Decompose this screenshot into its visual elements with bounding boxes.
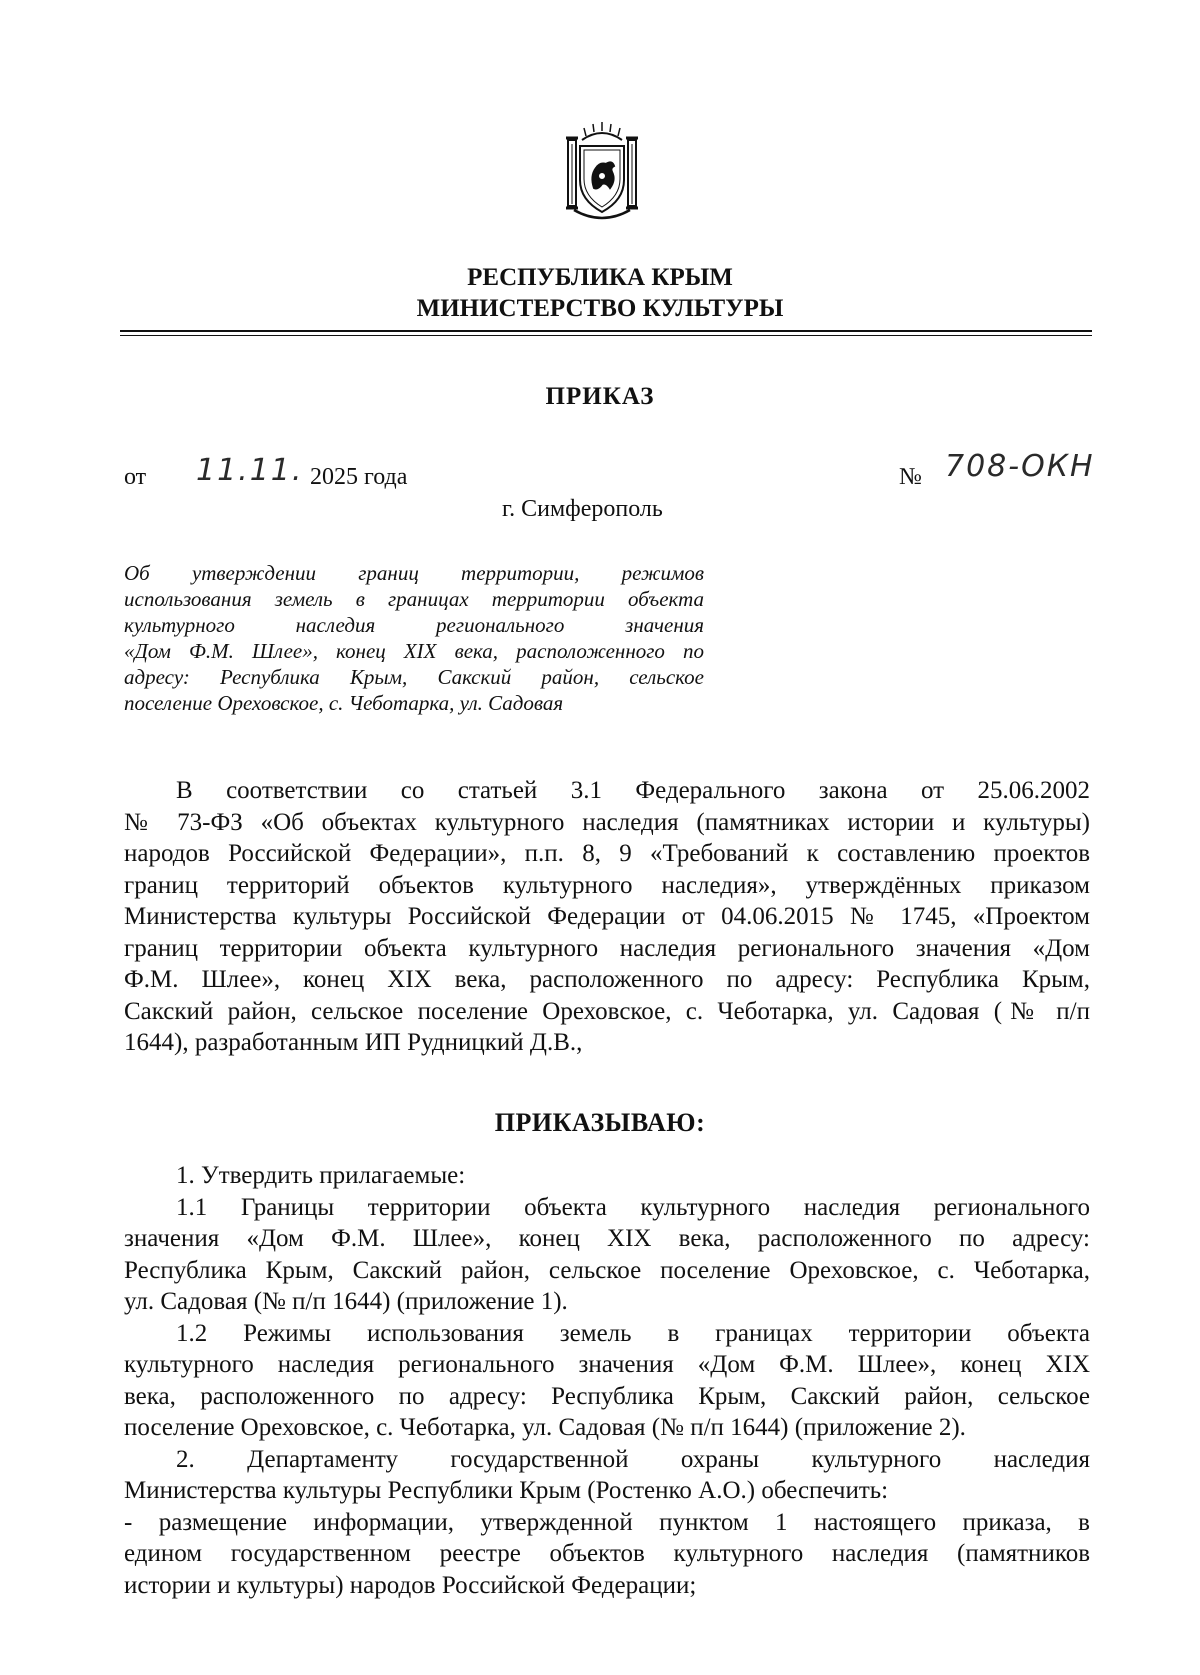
item-1-1-line: ул. Садовая (№ п/п 1644) (приложение 1). (124, 1288, 568, 1315)
handwritten-order-number: 708-ОКН (945, 449, 1095, 484)
item-1-1-line: значения «Дом Ф.М. Шлее», конец XIX века, расположенного по адресу: (124, 1225, 1090, 1252)
crimea-coat-of-arms-emblem (552, 118, 652, 228)
date-from-label: от (124, 464, 147, 490)
preamble-line: Министерства культуры Российской Федерации от 04.06.2015 № 1745, «Проектом (124, 903, 1090, 930)
header-ministry: МИНИСТЕРСТВО КУЛЬТУРЫ (416, 295, 784, 322)
header-rule-thin (120, 335, 1092, 336)
preamble-line: народов Российской Федерации», п.п. 8, 9 «Требований к составлению проектов (124, 840, 1090, 867)
header-republic: РЕСПУБЛИКА КРЫМ (467, 264, 733, 291)
order-items (124, 1160, 1090, 1601)
item-1-2-line: 1.2 Режимы использования земель в границах территории объекта (176, 1319, 1090, 1347)
preamble-line: границ территории объекта культурного наследия регионального значения «Дом (124, 934, 1090, 962)
preamble-line: № 73-ФЗ «Об объектах культурного наследия (памятниках истории и культуры) (124, 808, 1090, 836)
preamble-line: границ территорий объектов культурного наследия», утверждённых приказом (124, 871, 1090, 899)
subject-line: использования земель в границах территории объекта (124, 587, 704, 611)
preamble-line: В соответствии со статьей 3.1 Федерального закона от 25.06.2002 (176, 777, 1090, 804)
item-2-bullet-line: истории и культуры) народов Российской Федерации; (124, 1571, 697, 1599)
date-year: 2025 года (310, 464, 408, 490)
order-heading: ПРИКАЗЫВАЮ: (494, 1108, 706, 1137)
subject-line: поселение Ореховское, с. Чеботарка, ул. Садовая (124, 691, 564, 715)
item-1-1-line: 1.1 Границы территории объекта культурного наследия регионального (176, 1193, 1090, 1221)
subject-line: адресу: Республика Крым, Сакский район, сельское (124, 665, 704, 689)
item-2-bullet-line: едином государственном реестре объектов культурного наследия (памятников (124, 1540, 1090, 1567)
item-2-bullet-line: - размещение информации, утвержденной пунктом 1 настоящего приказа, в (124, 1508, 1090, 1536)
number-label: № (899, 464, 922, 490)
header-rule-thick (120, 330, 1092, 332)
subject-line: Об утверждении границ территории, режимов (124, 561, 704, 585)
order-subject (124, 560, 704, 716)
item-1-2-line: поселение Ореховское, с. Чеботарка, ул. Садовая (№ п/п 1644) (приложение 2). (124, 1414, 966, 1441)
subject-line: «Дом Ф.М. Шлее», конец XIX века, расположенного по (124, 639, 704, 663)
item-1-2-line: культурного наследия регионального значения «Дом Ф.М. Шлее», конец XIX (124, 1351, 1090, 1378)
item-1-1-line: Республика Крым, Сакский район, сельское поселение Ореховское, с. Чеботарка, (124, 1256, 1090, 1284)
item-2-line: Министерства культуры Республики Крым (Ростенко А.О.) обеспечить: (124, 1477, 889, 1504)
preamble-line: Сакский район, сельское поселение Ореховское, с. Чеботарка, ул. Садовая (№ п/п (124, 997, 1090, 1025)
preamble (124, 775, 1090, 1059)
city: г. Симферополь (502, 496, 663, 522)
preamble-line: Ф.М. Шлее», конец XIX века, расположенного по адресу: Республика Крым, (124, 966, 1090, 993)
subject-line: культурного наследия регионального значения (124, 613, 704, 637)
item-1-2-line: века, расположенного по адресу: Республика Крым, Сакский район, сельское (124, 1382, 1090, 1410)
document-type-title: ПРИКАЗ (545, 383, 655, 410)
item-1: 1. Утвердить прилагаемые: (176, 1162, 466, 1189)
handwritten-date: 11.11. (196, 453, 304, 488)
preamble-line: 1644), разработанным ИП Рудницкий Д.В., (124, 1029, 583, 1056)
item-2-line: 2. Департаменту государственной охраны культурного наследия (176, 1445, 1090, 1473)
